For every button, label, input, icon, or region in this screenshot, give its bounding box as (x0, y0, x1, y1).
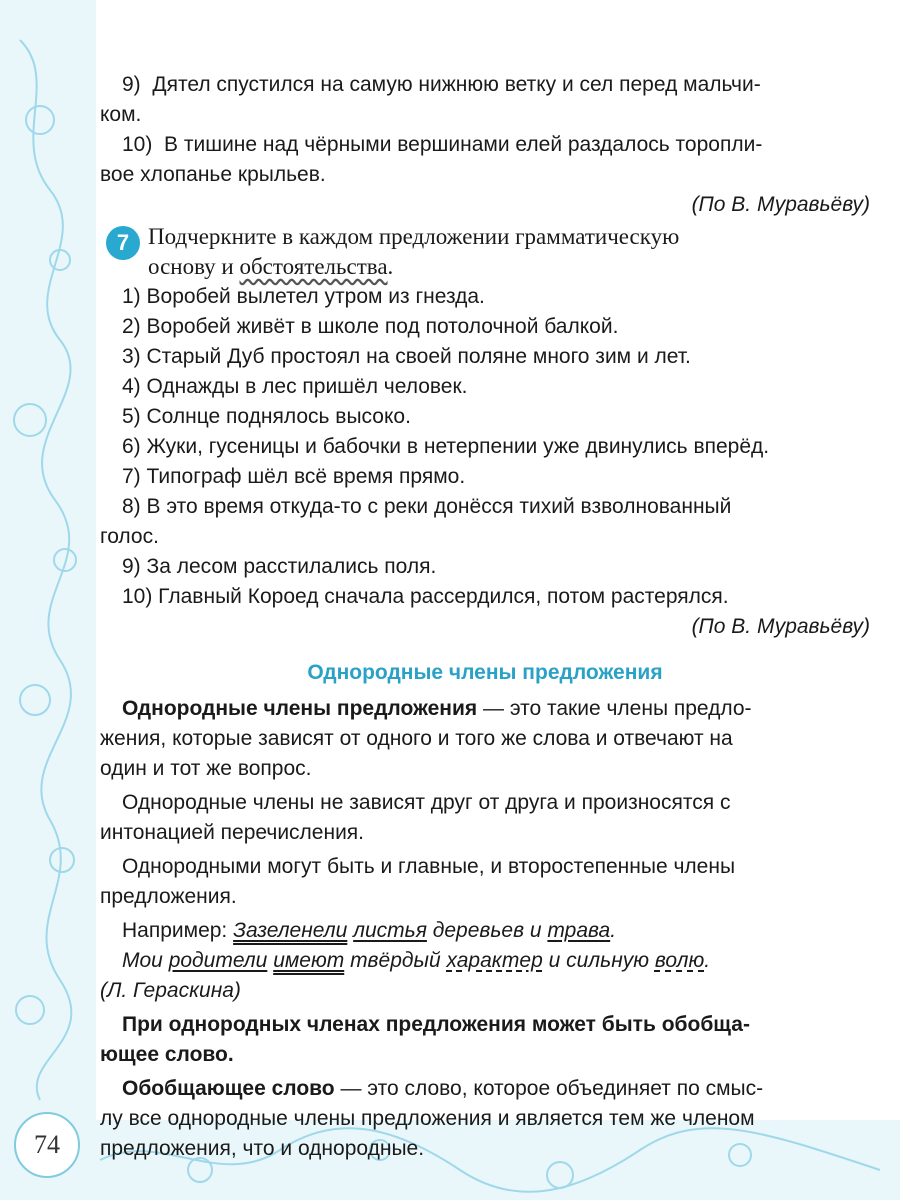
sentence-item: 3) Старый Дуб простоял на своей поляне много зим и лет. (122, 345, 691, 368)
task-instruction: основу и обстоятельства. (148, 254, 394, 279)
task-number-badge: 7 (106, 226, 140, 260)
sentence-item: 9) За лесом расстилались поля. (122, 555, 437, 578)
source-attribution: (По В. Муравьёву) (691, 193, 870, 216)
rule-text: предложения, что и однородные. (100, 1137, 425, 1160)
page-number: 74 (14, 1112, 80, 1178)
rule-text: Однородными могут быть и главные, и второстепенные члены (122, 855, 736, 878)
exercise-line: ком. (100, 103, 142, 126)
sentence-item: 7) Типограф шёл всё время прямо. (122, 465, 466, 488)
sentence-item: 1) Воробей вылетел утром из гнезда. (122, 285, 485, 308)
rule-text: ющее слово. (100, 1043, 234, 1066)
rule-text: При однородных членах предложения может быть обобща- (122, 1013, 750, 1036)
sentence-item: 6) Жуки, гусеницы и бабочки в нетерпении уже двинулись вперёд. (122, 435, 770, 458)
sentence-item: 4) Однажды в лес пришёл человек. (122, 375, 468, 398)
task-7 (100, 222, 870, 282)
page-content (100, 70, 870, 1164)
rule-text: жения, которые зависят от одного и того же слова и отвечают на (100, 727, 733, 750)
sentence-item: голос. (100, 525, 159, 548)
sentence-item: 10) Главный Короед сначала рассердился, потом растерялся. (122, 585, 729, 608)
exercise-line: 9) Дятел спустился на самую нижнюю ветку и сел перед мальчи- (122, 73, 761, 96)
rule-text: один и тот же вопрос. (100, 757, 312, 780)
rule-text: интонацией перечисления. (100, 821, 365, 844)
sentence-item: 2) Воробей живёт в школе под потолочной балкой. (122, 315, 619, 338)
rule-text: лу все однородные члены предложения и является тем же членом (100, 1107, 755, 1130)
example-sentence: Например: Зазеленели листья деревьев и трава. (122, 919, 617, 942)
rule-text: Обобщающее слово — это слово, которое объединяет по смыс- (122, 1077, 764, 1100)
sentence-item: 8) В это время откуда-то с реки донёсся тихий взволнованный (122, 495, 732, 518)
sentence-item: 5) Солнце поднялось высоко. (122, 405, 411, 428)
rule-text: Однородные члены не зависят друг от друга и произносятся с (122, 791, 731, 814)
rule-text: Однородные члены предложения — это такие члены предло- (122, 697, 752, 720)
example-author: (Л. Гераскина) (100, 979, 241, 1002)
exercise-line: вое хлопанье крыльев. (100, 163, 326, 186)
rule-text: предложения. (100, 885, 237, 908)
task-instruction: Подчеркните в каждом предложении грамматическую (148, 224, 680, 249)
section-title: Однородные члены предложения (307, 661, 663, 684)
source-attribution: (По В. Муравьёву) (691, 615, 870, 638)
example-sentence: Мои родители имеют твёрдый характер и сильную волю. (122, 949, 711, 972)
exercise-line: 10) В тишине над чёрными вершинами елей раздалось торопли- (122, 133, 763, 156)
